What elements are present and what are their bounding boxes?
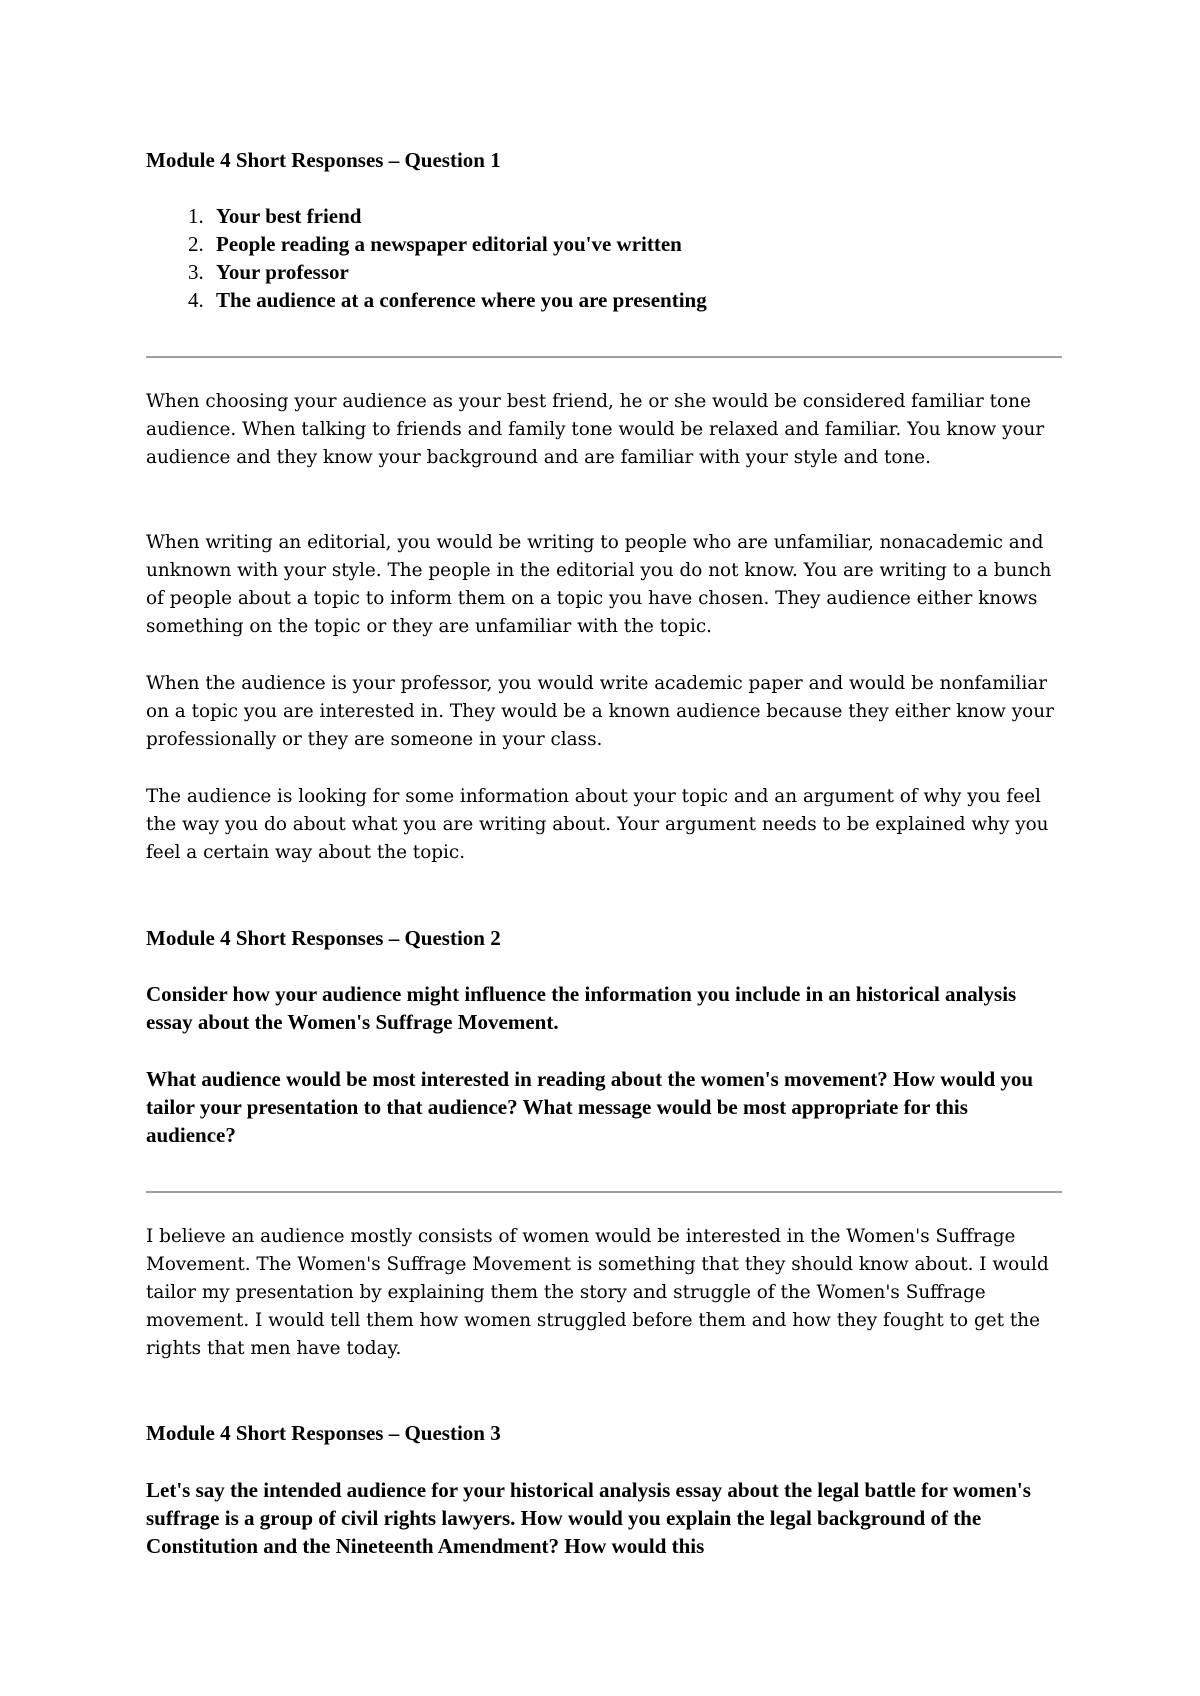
option-text: People reading a newspaper editorial you've written — [216, 232, 682, 256]
answer-paragraph: I believe an audience mostly consists of women would be interested in the Women's Suffrage Movement. The Women's Suffrage Movement is something that they should know about. I would tailor my presentation by explaining them the story and struggle of the Women's Suffrage movement. I would tell them how women struggled before them and how they fought to get the rights that men have today. — [146, 1226, 1049, 1359]
option-text: Your best friend — [216, 204, 362, 228]
option-number: 1. — [188, 204, 204, 228]
question-2-prompt: What audience would be most interested in reading about the women's movement? How would you tailor your presentation to that audience? What message would be most appropriate for this audience? — [146, 1067, 1034, 1147]
horizontal-rule — [146, 1191, 1062, 1193]
option-text: Your professor — [216, 260, 349, 284]
answer-paragraph: When choosing your audience as your best friend, he or she would be considered familiar tone audience. When talking to friends and family tone would be relaxed and familiar. You know your audience and they know your background and are familiar with your style and tone. — [146, 391, 1045, 468]
answer-paragraph: When the audience is your professor, you would write academic paper and would be nonfamiliar on a topic you are interested in. They would be a known audience because they either know your professionally or they are someone in your class. — [146, 673, 1054, 750]
option-number: 4. — [188, 288, 204, 312]
option-item — [146, 230, 707, 258]
option-number: 3. — [188, 260, 204, 284]
option-number: 2. — [188, 232, 204, 256]
option-item — [146, 258, 707, 286]
question-2-heading: Module 4 Short Responses – Question 2 — [146, 926, 501, 950]
question-2-prompt: Consider how your audience might influence the information you include in an historical analysis essay about the Women's Suffrage Movement. — [146, 982, 1017, 1034]
option-item — [146, 202, 707, 230]
document-page — [146, 0, 1062, 1696]
question-3-heading: Module 4 Short Responses – Question 3 — [146, 1421, 501, 1445]
answer-paragraph: The audience is looking for some information about your topic and an argument of why you feel the way you do about what you are writing about. Your argument needs to be explained why you feel a certain way about the topic. — [146, 786, 1049, 863]
question-1-heading: Module 4 Short Responses – Question 1 — [146, 148, 501, 172]
question-1-options — [146, 202, 707, 314]
answer-paragraph: When writing an editorial, you would be writing to people who are unfamiliar, nonacademic and unknown with your style. The people in the editorial you do not know. You are writing to a bunch of people about a topic to inform them on a topic you have chosen. They audience either knows something on the topic or they are unfamiliar with the topic. — [146, 532, 1052, 637]
question-3-prompt: Let's say the intended audience for your historical analysis essay about the legal battle for women's suffrage is a group of civil rights lawyers. How would you explain the legal background of the Constitution and the Nineteenth Amendment? How would this — [146, 1478, 1031, 1558]
horizontal-rule — [146, 356, 1062, 358]
option-item — [146, 286, 707, 314]
option-text: The audience at a conference where you are presenting — [216, 288, 707, 312]
